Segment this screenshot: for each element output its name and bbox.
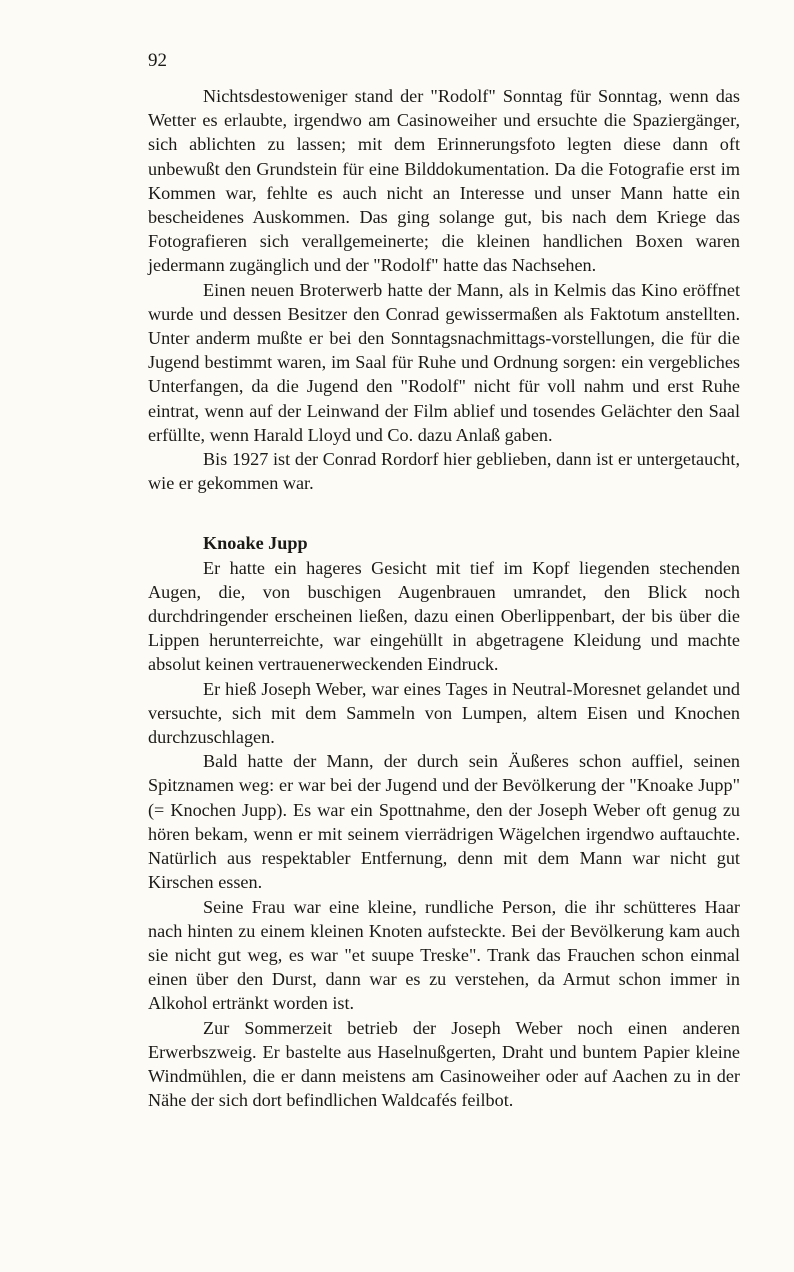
- paragraph-rodolf-disappearance: Bis 1927 ist der Conrad Rordorf hier geblieben, dann ist er untergetaucht, wie er gekommen war.: [148, 449, 740, 494]
- paragraph-jupp-windmills: Zur Sommerzeit betrieb der Joseph Weber noch einen anderen Erwerbszweig. Er bastelte aus Haselnußgerten, Draht und buntem Papier kleine Windmühlen, die er dann meistens am Casinoweiher oder auf Aachen zu in der Nähe der sich dort befindlichen Waldcafés feilbot.: [148, 1017, 740, 1111]
- paragraph-jupp-wife: Seine Frau war eine kleine, rundliche Person, die ihr schütteres Haar nach hinten zu einem kleinen Knoten aufsteckte. Bei der Bevölkerung kam auch sie nicht gut weg, es war "et suupe Treske". Trank das Frauchen schon einmal einen über den Durst, dann war es zu verstehen, da Armut schon immer in Alkohol ertränkt worden ist.: [148, 896, 740, 1014]
- body-text: [148, 84, 740, 1112]
- paragraph-rodolf-cinema: Einen neuen Broterwerb hatte der Mann, als in Kelmis das Kino eröffnet wurde und dessen Besitzer den Conrad gewissermaßen als Faktotum anstellten. Unter anderm mußte er bei den Sonntagsnachmittags-vorstellungen, die für die Jugend bestimmt waren, im Saal für Ruhe und Ordnung sorgen: ein vergebliches Unterfangen, da die Jugend den "Rodolf" nicht für voll nahm und erst Ruhe eintrat, wenn auf der Leinwand der Film ablief und tosendes Gelächter den Saal erfüllte, wenn Harald Lloyd und Co. dazu Anlaß gaben.: [148, 279, 740, 445]
- paragraph-jupp-name: Er hieß Joseph Weber, war eines Tages in Neutral-Moresnet gelandet und versuchte, sich mit dem Sammeln von Lumpen, altem Eisen und Knochen durchzuschlagen.: [148, 678, 740, 748]
- paragraph-jupp-nickname: Bald hatte der Mann, der durch sein Äußeres schon auffiel, seinen Spitznamen weg: er war bei der Jugend und der Bevölkerung der "Knoake Jupp" (= Knochen Jupp). Es war ein Spottnahme, den der Joseph Weber oft genug zu hören bekam, wenn er mit seinem vierrädrigen Wägelchen irgendwo auftauchte. Natürlich aus respektabler Entfernung, denn mit dem Mann war nicht gut Kirschen essen.: [148, 751, 740, 893]
- paragraph-rodolf-photography: Nichtsdestoweniger stand der "Rodolf" Sonntag für Sonntag, wenn das Wetter es erlaubte, irgendwo am Casinoweiher und ersuchte die Spaziergänger, sich ablichten zu lassen; mit dem Erinnerungsfoto legten diese dann oft unbewußt den Grundstein für eine Bilddokumentation. Da die Fotografie erst im Kommen war, fehlte es auch nicht an Interesse und unser Mann hatte ein bescheidenes Auskommen. Das ging solange gut, bis nach dem Kriege das Fotografieren sich verallgemeinerte; die kleinen handlichen Boxen waren jedermann zugänglich und der "Rodolf" hatte das Nachsehen.: [148, 86, 740, 276]
- page-number: 92: [148, 50, 167, 71]
- paragraph-jupp-appearance: Er hatte ein hageres Gesicht mit tief im Kopf liegenden stechenden Augen, die, von buschigen Augenbrauen umrandet, den Blick noch durchdringender erscheinen ließen, dazu einen Oberlippenbart, der bis über die Lippen herunterreichte, war eingehüllt in abgetragene Kleidung und machte absolut keinen vertrauenerweckenden Eindruck.: [148, 557, 740, 675]
- section-heading: Knoake Jupp: [203, 533, 308, 554]
